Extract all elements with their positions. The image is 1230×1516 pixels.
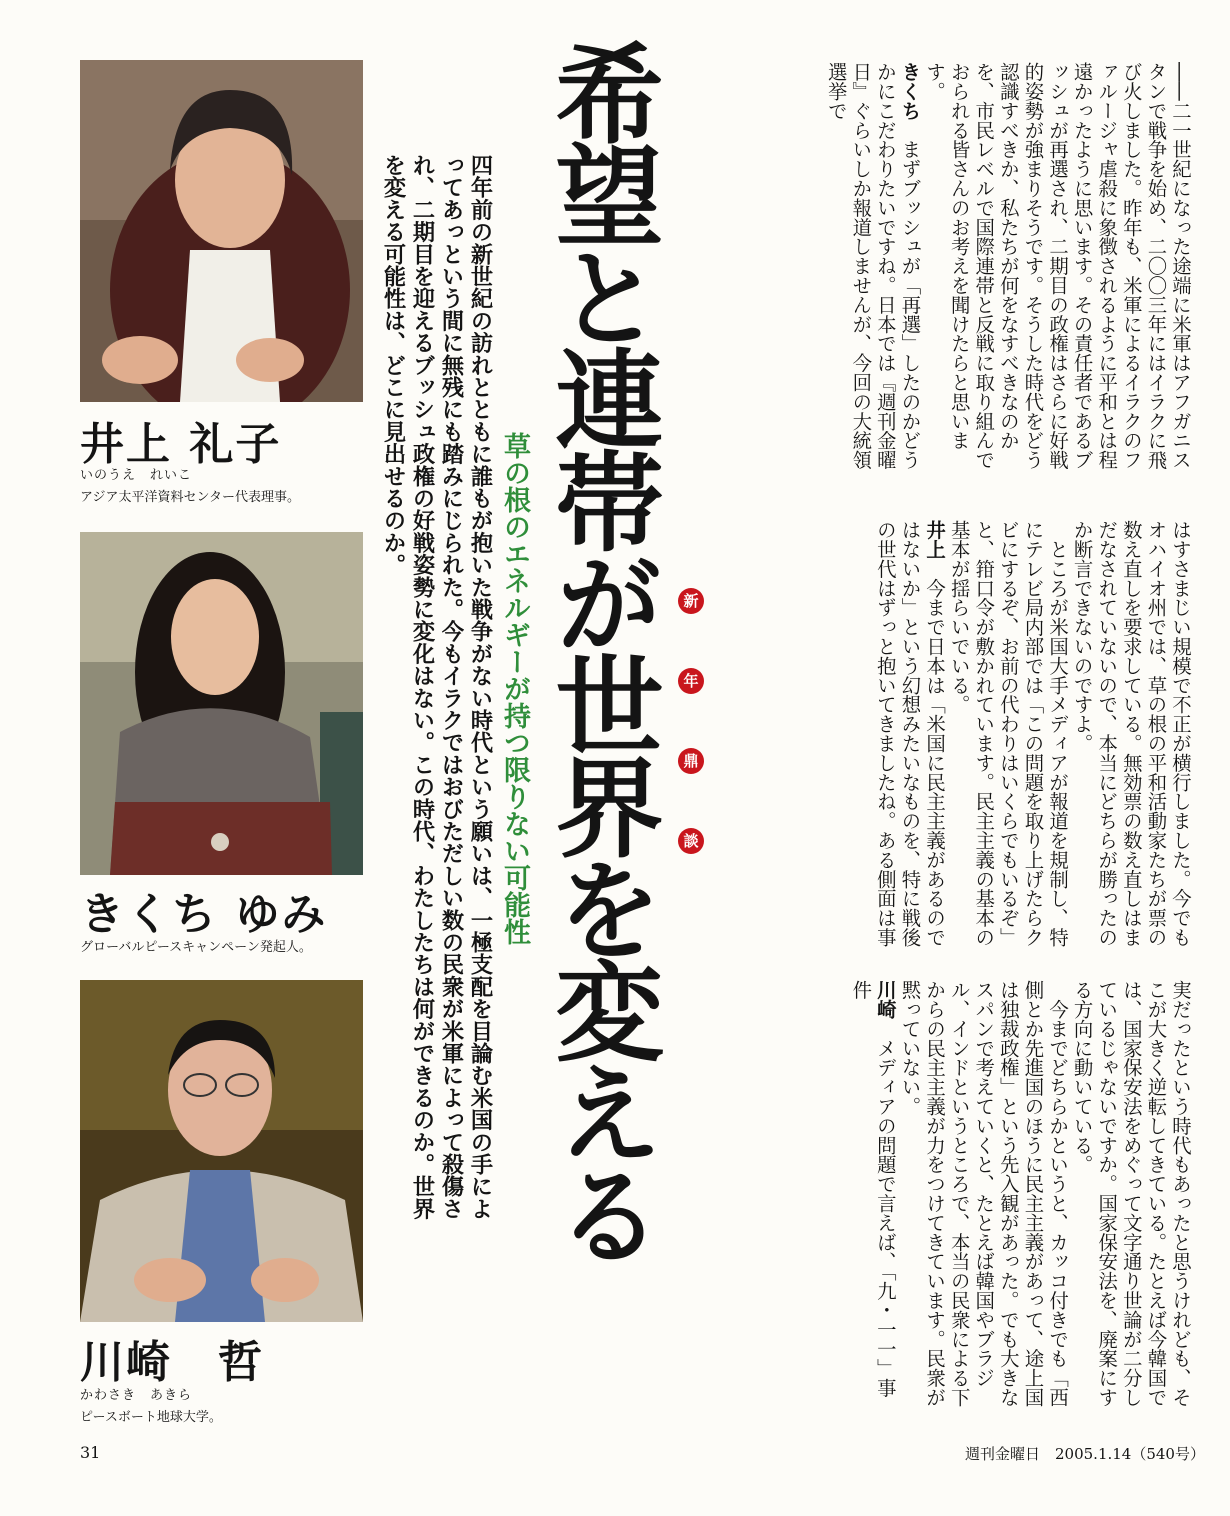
badge-char: 年 (678, 668, 704, 694)
speech-text: ところが米国大手メディアが報道を規制し、特にテレビ局内部では「この問題を取り上げたらクビにするぞ、お前の代わりはいくらでもいるぞ」と、箝口令が敷かれています。民主主義の基本の基本が揺らいでいる。 (947, 520, 1070, 947)
photo-kawasaki-akira (80, 980, 363, 1322)
article-subtitle: 草の根のエネルギーが持つ限りない可能性 (499, 432, 530, 945)
participant-role-kikuchi: グローバルピースキャンペーン発起人。 (80, 940, 312, 955)
speech-text: メディアの問題で言えば、「九・一一」事件 (849, 980, 897, 1398)
participant-reading-inoue: いのうえ れいこ (80, 468, 193, 483)
photo-kikuchi-yumi (80, 532, 363, 875)
body-column-3 (752, 980, 1192, 1410)
badge-char: 鼎 (678, 748, 704, 774)
speech-text: まずブッシュが「再選」したのかどうかにこだわりたいですね。日本では『週刊金曜日』ぐらいしか報道しませんが、今回の大統領選挙で (824, 62, 922, 470)
photo-inoue-reiko (80, 60, 363, 402)
participant-name-inoue: 井上 礼子 (80, 419, 282, 470)
lead-paragraph: 四年前の新世紀の訪れとともに誰もが抱いた戦争がない時代という願いは、一極支配を目論む米国の手によってあっという間に無残にも踏みにじられた。今もイラクではおびただしい数の民衆が米軍によって殺傷され、二期目を迎えるブッシュ政権の好戦姿勢に変化はない。この時代、わたしたちは何ができるのか。世界を変える可能性は、どこに見出せるのか。 (380, 154, 493, 1220)
participant-reading-kawasaki: かわさき あきら (80, 1388, 193, 1403)
speech-text: はすさまじい規模で不正が横行しました。今でもオハイオ州では、草の根の平和活動家たちが票の数え直しを要求している。無効票の数え直しはまだなされていないので、本当にどちらが勝ったのか断言できないのですよ。 (1070, 520, 1192, 947)
speaker-label-inoue: 井上 (923, 520, 947, 559)
speech-text: 実だったという時代もあったと思うけれども、そこが大きく逆転してきている。たとえば今韓国では、国家保安法をめぐって文字通り世論が二分しているじゃないですか。国家保安法を、廃案にする方向に動いている。 (1070, 980, 1192, 1407)
speech-text: 今までどちらかというと、カッコ付きでも「西側とか先進国のほうに民主主義があって、途上国は独裁政権」という先入観があった。でも大きなスパンで考えていくと、たとえば韓国やブラジル、インドというところで、本当の民衆による下からの民主主義が力をつけてきています。民衆が黙っていない。 (898, 980, 1070, 1407)
badge-char: 新 (678, 588, 704, 614)
body-column-1 (752, 62, 1192, 486)
magazine-issue-line: 週刊金曜日 2005.1.14（540号） (965, 1445, 1205, 1463)
participant-role-inoue: アジア太平洋資料センター代表理事。 (80, 490, 300, 505)
participant-name-kawasaki: 川崎 哲 (80, 1337, 264, 1388)
participant-name-kikuchi: きくち ゆみ (80, 889, 328, 940)
participant-role-kawasaki: ピースボート地球大学。 (80, 1410, 222, 1425)
speech-text: 今まで日本は「米国に民主主義があるのではないか」という幻想みたいなものを、特に戦後の世代はずっと抱いてきましたね。ある側面は事 (873, 520, 947, 947)
body-column-2 (752, 520, 1192, 952)
speaker-label-kikuchi: きくち (898, 62, 922, 121)
interviewer-question: ――二一世紀になった途端に米軍はアフガニスタンで戦争を始め、二〇〇三年にはイラクに飛び火しました。昨年も、米軍によるイラクのファルージャ虐殺に象徴されるように平和とは程遠かったように思います。その責任者であるブッシュが再選され、二期目の政権はさらに好戦的姿勢が強まりそうです。そうした時代をどう認識すべきか、私たちが何をなすべきなのかを、市民レベルで国際連帯と反戦に取り組んでおられる皆さんのお考えを聞けたらと思います。 (923, 62, 1192, 470)
article-title: 希望と連帯が世界を変える (537, 38, 663, 1262)
new-year-talk-badge (678, 588, 708, 908)
speaker-label-kawasaki: 川崎 (873, 980, 897, 1019)
badge-char: 談 (678, 828, 704, 854)
page-number: 31 (80, 1443, 101, 1462)
